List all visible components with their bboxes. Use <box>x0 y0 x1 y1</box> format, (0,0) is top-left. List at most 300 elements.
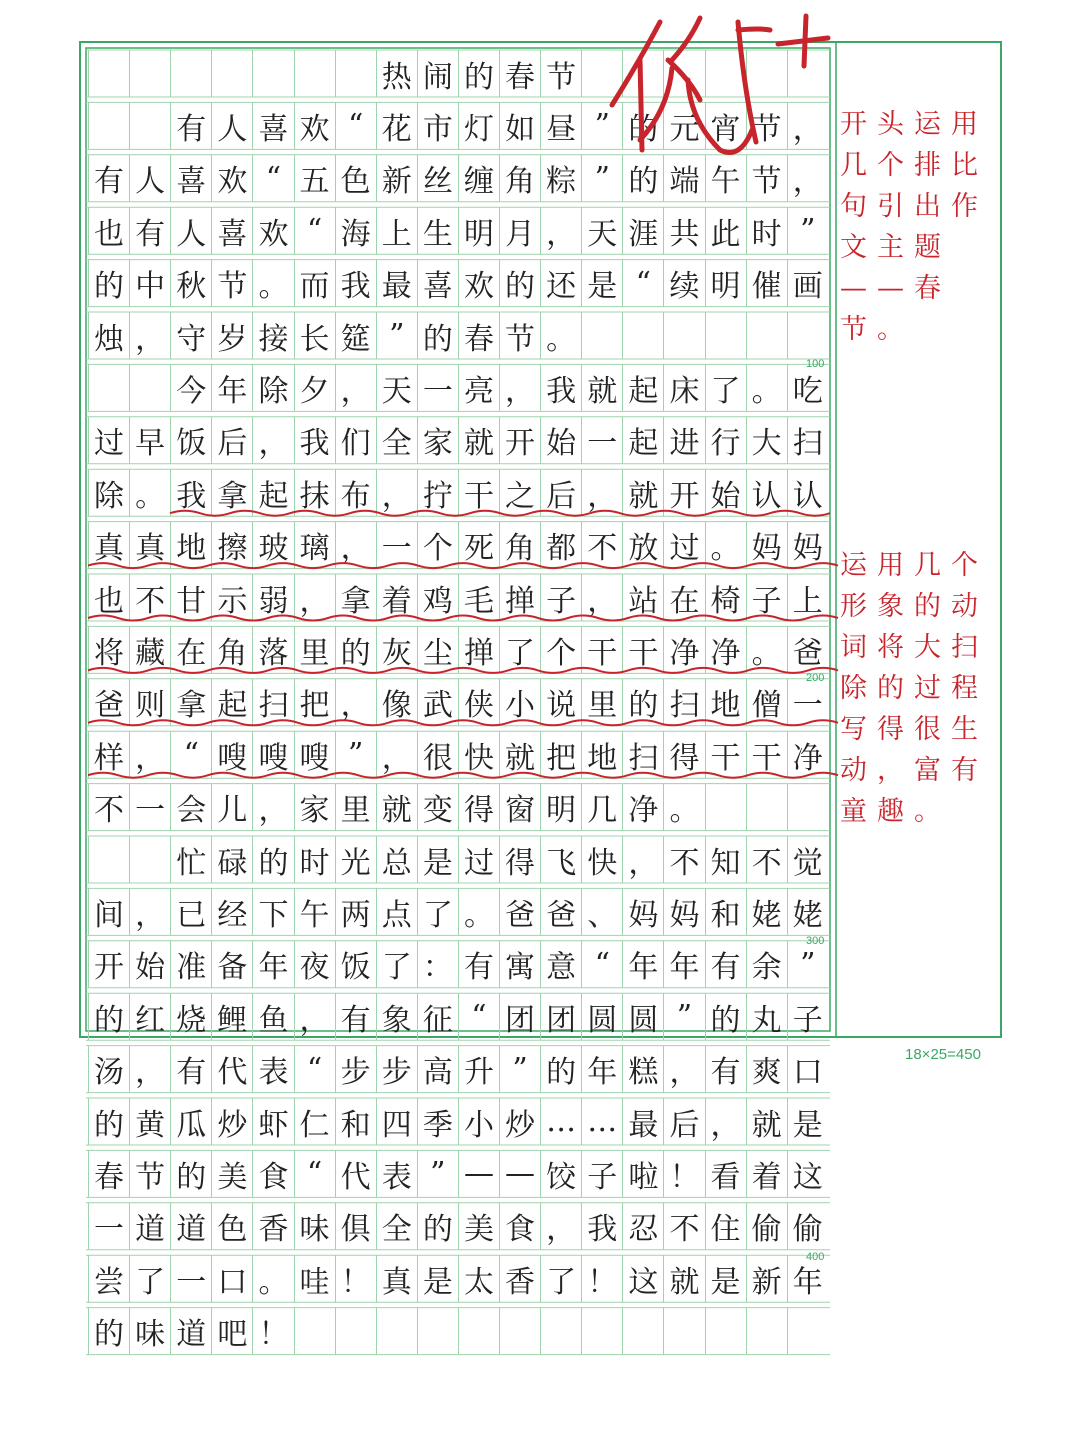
grid-cell: 的 <box>705 993 746 1040</box>
grid-cell: 步 <box>335 1046 376 1093</box>
text-row <box>88 1150 828 1197</box>
grid-cell: 后 <box>211 417 252 464</box>
grid-cell: 不 <box>663 1203 704 1250</box>
grid-cell: 姥 <box>787 888 828 935</box>
text-row <box>88 574 828 621</box>
grid-cell: 偷 <box>746 1203 787 1250</box>
grid-cell: 认 <box>787 469 828 516</box>
text-row <box>88 1203 828 1250</box>
grid-cell: 香 <box>499 1255 540 1302</box>
grid-cell: 爸 <box>88 679 129 726</box>
grid-cell: 市 <box>417 102 458 149</box>
grid-cell: 口 <box>211 1255 252 1302</box>
count-400: 400 <box>806 1251 825 1263</box>
grid-cell: ， <box>581 469 622 516</box>
grid-cell: 最 <box>376 260 417 307</box>
grid-cell: 圆 <box>581 993 622 1040</box>
grid-cell: 把 <box>540 731 581 778</box>
grid-cell: 死 <box>458 522 499 569</box>
grid-cell: 净 <box>705 626 746 673</box>
grid-cell: 爸 <box>499 888 540 935</box>
grid-cell: 个 <box>540 626 581 673</box>
grid-cell: 、 <box>581 888 622 935</box>
grid-cell: 真 <box>376 1255 417 1302</box>
grid-cell: 几 <box>581 784 622 831</box>
grid-cell: 是 <box>787 1098 828 1145</box>
grid-cell: 道 <box>170 1203 211 1250</box>
grid-cell: 余 <box>746 941 787 988</box>
grid-cell: 就 <box>746 1098 787 1145</box>
grid-cell: 年 <box>252 941 293 988</box>
grid-cell: 我 <box>335 260 376 307</box>
grid-cell: 早 <box>129 417 170 464</box>
grid-cell: 的 <box>540 1046 581 1093</box>
grid-cell: “ <box>458 993 499 1040</box>
grid-cell: “ <box>294 1150 335 1197</box>
grid-cell: 就 <box>458 417 499 464</box>
grid-cell: 共 <box>663 207 704 254</box>
grid-cell <box>746 50 787 97</box>
grid-cell: 下 <box>252 888 293 935</box>
grid-cell: ” <box>787 941 828 988</box>
grid-cell: 一 <box>376 522 417 569</box>
grid-cell: 在 <box>170 626 211 673</box>
grid-cell: 干 <box>581 626 622 673</box>
grid-cell: ， <box>294 574 335 621</box>
grid-cell: 总 <box>376 836 417 883</box>
grid-cell: ！ <box>252 1308 293 1355</box>
grid-cell: 是 <box>581 260 622 307</box>
grid-cell: 此 <box>705 207 746 254</box>
grid-cell: — <box>458 1150 499 1197</box>
grid-cell: 净 <box>663 626 704 673</box>
grid-cell <box>705 312 746 359</box>
grid-cell: 不 <box>88 784 129 831</box>
grid-cell: 元 <box>663 102 704 149</box>
grid-cell: 喜 <box>252 102 293 149</box>
grid-cell: 起 <box>622 364 663 411</box>
grid-cell: 俱 <box>335 1203 376 1250</box>
grid-cell: 欢 <box>211 155 252 202</box>
grid-cell: 明 <box>458 207 499 254</box>
grid-cell <box>622 312 663 359</box>
grid-cell: 道 <box>129 1203 170 1250</box>
grid-cell: 小 <box>458 1098 499 1145</box>
grid-cell: 岁 <box>211 312 252 359</box>
grid-cell: 起 <box>211 679 252 726</box>
grid-cell: 光 <box>335 836 376 883</box>
grid-cell: 起 <box>622 417 663 464</box>
grid-cell: 有 <box>705 941 746 988</box>
grid-cell: 缠 <box>458 155 499 202</box>
grid-cell: 起 <box>252 469 293 516</box>
grid-cell <box>129 364 170 411</box>
grid-cell: 妈 <box>787 522 828 569</box>
grid-cell: 春 <box>499 50 540 97</box>
grid-cell: 团 <box>499 993 540 1040</box>
grid-cell: 美 <box>211 1150 252 1197</box>
grid-cell: 的 <box>417 312 458 359</box>
grid-cell: 角 <box>211 626 252 673</box>
grid-cell: 喜 <box>211 207 252 254</box>
grid-cell: 是 <box>417 836 458 883</box>
grid-cell: 嗖 <box>252 731 293 778</box>
grid-cell: 样 <box>88 731 129 778</box>
grid-cell: 年 <box>211 364 252 411</box>
grid-cell: 一 <box>88 1203 129 1250</box>
grid-cell: 爽 <box>746 1046 787 1093</box>
grid-cell: 口 <box>787 1046 828 1093</box>
grid-cell: 节 <box>129 1150 170 1197</box>
grid-cell: 欢 <box>294 102 335 149</box>
grid-cell: 闹 <box>417 50 458 97</box>
grid-cell <box>294 50 335 97</box>
grid-cell: 有 <box>705 1046 746 1093</box>
grid-cell: 。 <box>252 1255 293 1302</box>
grid-cell: ！ <box>581 1255 622 1302</box>
text-row <box>88 522 828 569</box>
grid-cell: 亮 <box>458 364 499 411</box>
grid-cell: 一 <box>581 417 622 464</box>
grid-cell: 除 <box>88 469 129 516</box>
text-row <box>88 731 828 778</box>
grid-cell: 过 <box>458 836 499 883</box>
grid-cell: ， <box>787 102 828 149</box>
grid-cell: 有 <box>335 993 376 1040</box>
grid-cell: 这 <box>787 1150 828 1197</box>
grid-cell: 拧 <box>417 469 458 516</box>
grid-cell: 味 <box>294 1203 335 1250</box>
grid-cell: 的 <box>458 50 499 97</box>
grid-cell: 武 <box>417 679 458 726</box>
grid-cell: 不 <box>663 836 704 883</box>
grid-cell: 儿 <box>211 784 252 831</box>
grid-cell: ” <box>376 312 417 359</box>
grid-cell: 象 <box>376 993 417 1040</box>
grid-cell: 拿 <box>211 469 252 516</box>
grid-cell: “ <box>294 1046 335 1093</box>
grid-cell: 有 <box>170 1046 211 1093</box>
grid-cell: 明 <box>705 260 746 307</box>
text-row <box>88 1308 828 1355</box>
grid-cell: ， <box>376 469 417 516</box>
count-100: 100 <box>806 358 825 370</box>
grid-cell: 喜 <box>170 155 211 202</box>
grid-cell: 得 <box>499 836 540 883</box>
grid-cell: 侠 <box>458 679 499 726</box>
grid-cell: 节 <box>746 102 787 149</box>
grid-cell: 。 <box>746 626 787 673</box>
grid-cell: 美 <box>458 1203 499 1250</box>
grid-cell: 里 <box>581 679 622 726</box>
grid-cell: 在 <box>663 574 704 621</box>
grid-cell: ， <box>540 207 581 254</box>
grid-cell <box>787 784 828 831</box>
grid-cell: 涯 <box>622 207 663 254</box>
grid-cell: 的 <box>335 626 376 673</box>
grid-cell: ， <box>129 731 170 778</box>
grid-cell <box>129 102 170 149</box>
grid-cell: 得 <box>458 784 499 831</box>
grid-cell: 味 <box>129 1308 170 1355</box>
text-row <box>88 417 828 464</box>
grid-cell: 之 <box>499 469 540 516</box>
grid-cell <box>458 1308 499 1355</box>
grid-cell: ， <box>705 1098 746 1145</box>
grid-cell: 拿 <box>170 679 211 726</box>
grid-cell: 虾 <box>252 1098 293 1145</box>
grid-cell: 就 <box>376 784 417 831</box>
grid-cell: 后 <box>663 1098 704 1145</box>
grid-cell: ， <box>540 1203 581 1250</box>
grid-cell: 色 <box>335 155 376 202</box>
grid-cell: 窗 <box>499 784 540 831</box>
grid-cell: 扫 <box>622 731 663 778</box>
grid-cell: 天 <box>376 364 417 411</box>
grid-cell: 得 <box>663 731 704 778</box>
grid-cell: 季 <box>417 1098 458 1145</box>
grid-cell: 热 <box>376 50 417 97</box>
grid-cell: 时 <box>746 207 787 254</box>
grid-cell <box>663 50 704 97</box>
grid-cell <box>787 312 828 359</box>
grid-cell: 年 <box>663 941 704 988</box>
grid-cell: 不 <box>129 574 170 621</box>
grid-cell: ， <box>663 1046 704 1093</box>
grid-cell: 将 <box>88 626 129 673</box>
grid-cell: 月 <box>499 207 540 254</box>
grid-cell: 的 <box>88 260 129 307</box>
grid-cell: 扫 <box>252 679 293 726</box>
grid-cell: 飞 <box>540 836 581 883</box>
grid-cell: 全 <box>376 417 417 464</box>
grid-cell: 是 <box>705 1255 746 1302</box>
grid-cell: 代 <box>211 1046 252 1093</box>
grid-cell: 干 <box>622 626 663 673</box>
grid-cell: 擦 <box>211 522 252 569</box>
grid-cell <box>129 50 170 97</box>
grid-cell: 的 <box>88 1308 129 1355</box>
grid-cell: 欢 <box>458 260 499 307</box>
grid-cell: 椅 <box>705 574 746 621</box>
grid-cell: ， <box>376 731 417 778</box>
grid-cell: 经 <box>211 888 252 935</box>
grid-cell: 昼 <box>540 102 581 149</box>
grid-cell: 始 <box>129 941 170 988</box>
grid-cell: 哇 <box>294 1255 335 1302</box>
grid-cell: 。 <box>663 784 704 831</box>
grid-cell: 嗖 <box>294 731 335 778</box>
grid-cell: 就 <box>499 731 540 778</box>
grid-cell <box>211 50 252 97</box>
grid-cell: 家 <box>294 784 335 831</box>
grid-cell: “ <box>294 207 335 254</box>
grid-cell: 爸 <box>540 888 581 935</box>
grid-cell: 毛 <box>458 574 499 621</box>
grid-cell: 炒 <box>499 1098 540 1145</box>
grid-cell: 抹 <box>294 469 335 516</box>
grid-cell: 生 <box>417 207 458 254</box>
grid-cell: 角 <box>499 155 540 202</box>
grid-cell <box>88 364 129 411</box>
grid-cell: ！ <box>663 1150 704 1197</box>
grid-cell: 的 <box>417 1203 458 1250</box>
grid-cell: 了 <box>376 941 417 988</box>
grid-cell: 就 <box>663 1255 704 1302</box>
grid-cell: 团 <box>540 993 581 1040</box>
grid-cell <box>705 1308 746 1355</box>
grid-cell: 也 <box>88 574 129 621</box>
grid-cell: 小 <box>499 679 540 726</box>
grid-cell: 。 <box>746 364 787 411</box>
grid-cell: 着 <box>376 574 417 621</box>
grid-cell: ” <box>787 207 828 254</box>
grid-cell: 玻 <box>252 522 293 569</box>
grid-cell: 会 <box>170 784 211 831</box>
grid-cell: 一 <box>170 1255 211 1302</box>
grid-cell: 大 <box>746 417 787 464</box>
grid-cell: 这 <box>622 1255 663 1302</box>
grid-cell: 子 <box>581 1150 622 1197</box>
grid-cell: 了 <box>499 626 540 673</box>
grid-cell: 春 <box>458 312 499 359</box>
grid-cell: 僧 <box>746 679 787 726</box>
grid-cell: 黄 <box>129 1098 170 1145</box>
grid-cell <box>170 50 211 97</box>
grid-cell <box>335 1308 376 1355</box>
grid-cell <box>622 50 663 97</box>
grid-cell: 开 <box>663 469 704 516</box>
grid-cell: 接 <box>252 312 293 359</box>
grid-cell: 角 <box>499 522 540 569</box>
grid-cell: ： <box>417 941 458 988</box>
grid-cell: 年 <box>622 941 663 988</box>
grid-cell: 妈 <box>746 522 787 569</box>
grid-cell: 灰 <box>376 626 417 673</box>
grid-cell: 糕 <box>622 1046 663 1093</box>
grid-cell: 花 <box>376 102 417 149</box>
grid-cell: 净 <box>622 784 663 831</box>
grid-cell: 表 <box>252 1046 293 1093</box>
grid-cell: 一 <box>787 679 828 726</box>
grid-cell: 宵 <box>705 102 746 149</box>
grid-cell <box>335 50 376 97</box>
grid-cell: 进 <box>663 417 704 464</box>
grid-cell: 丸 <box>746 993 787 1040</box>
grid-cell: 准 <box>170 941 211 988</box>
grid-size-label: 18×25=450 <box>905 1046 981 1063</box>
grid-cell <box>88 50 129 97</box>
grid-cell: “ <box>252 155 293 202</box>
grid-cell: 画 <box>787 260 828 307</box>
grid-cell: 端 <box>663 155 704 202</box>
grid-cell <box>129 836 170 883</box>
grid-cell: 过 <box>663 522 704 569</box>
grid-cell: 和 <box>335 1098 376 1145</box>
grid-cell: 是 <box>417 1255 458 1302</box>
grid-cell: 鱼 <box>252 993 293 1040</box>
grid-cell: 新 <box>376 155 417 202</box>
grid-cell: 饭 <box>335 941 376 988</box>
grid-cell: 忙 <box>170 836 211 883</box>
grid-cell: 催 <box>746 260 787 307</box>
grid-cell: ， <box>581 574 622 621</box>
grid-cell: 高 <box>417 1046 458 1093</box>
grid-cell: 藏 <box>129 626 170 673</box>
text-row <box>88 784 828 831</box>
grid-cell <box>663 1308 704 1355</box>
grid-cell: 烧 <box>170 993 211 1040</box>
grid-cell: 落 <box>252 626 293 673</box>
grid-cell: 快 <box>458 731 499 778</box>
grid-cell <box>581 1308 622 1355</box>
grid-cell: 海 <box>335 207 376 254</box>
grid-cell: 长 <box>294 312 335 359</box>
grid-cell: 不 <box>746 836 787 883</box>
grid-cell: 行 <box>705 417 746 464</box>
grid-cell: 节 <box>211 260 252 307</box>
grid-cell: 秋 <box>170 260 211 307</box>
grid-cell: 今 <box>170 364 211 411</box>
grid-cell: 节 <box>746 155 787 202</box>
grid-cell: 。 <box>705 522 746 569</box>
grid-cell: 仁 <box>294 1098 335 1145</box>
grid-cell <box>581 50 622 97</box>
grid-cell: 觉 <box>787 836 828 883</box>
grid-cell: 就 <box>622 469 663 516</box>
grid-cell: 说 <box>540 679 581 726</box>
text-row <box>88 941 828 988</box>
grid-cell: 就 <box>581 364 622 411</box>
grid-cell: 真 <box>88 522 129 569</box>
grid-cell: ， <box>335 522 376 569</box>
grid-cell: 和 <box>705 888 746 935</box>
grid-cell: ” <box>499 1046 540 1093</box>
grid-cell: 快 <box>581 836 622 883</box>
grid-cell: 除 <box>252 364 293 411</box>
grid-cell: “ <box>581 941 622 988</box>
grid-cell: 弱 <box>252 574 293 621</box>
grid-cell: 道 <box>170 1308 211 1355</box>
grid-cell: 住 <box>705 1203 746 1250</box>
grid-cell: 人 <box>170 207 211 254</box>
grid-cell: 干 <box>705 731 746 778</box>
grid-cell: ” <box>663 993 704 1040</box>
grid-cell: 节 <box>499 312 540 359</box>
grid-cell: 有 <box>88 155 129 202</box>
title-row <box>88 50 828 97</box>
grid-cell: 掸 <box>499 574 540 621</box>
grid-cell: 地 <box>705 679 746 726</box>
grid-cell: 爸 <box>787 626 828 673</box>
grid-cell: ， <box>499 364 540 411</box>
grid-cell: 子 <box>746 574 787 621</box>
grid-cell: ， <box>622 836 663 883</box>
grid-cell: 粽 <box>540 155 581 202</box>
grid-cell: 我 <box>294 417 335 464</box>
grid-cell: ， <box>252 417 293 464</box>
grid-cell: 拿 <box>335 574 376 621</box>
grid-cell: 璃 <box>294 522 335 569</box>
grid-cell <box>746 784 787 831</box>
grid-cell: “ <box>335 102 376 149</box>
grid-cell: 了 <box>417 888 458 935</box>
grid-cell: 上 <box>787 574 828 621</box>
grid-cell: 筵 <box>335 312 376 359</box>
grid-cell: — <box>499 1150 540 1197</box>
grid-cell: 姥 <box>746 888 787 935</box>
grid-cell: 续 <box>663 260 704 307</box>
